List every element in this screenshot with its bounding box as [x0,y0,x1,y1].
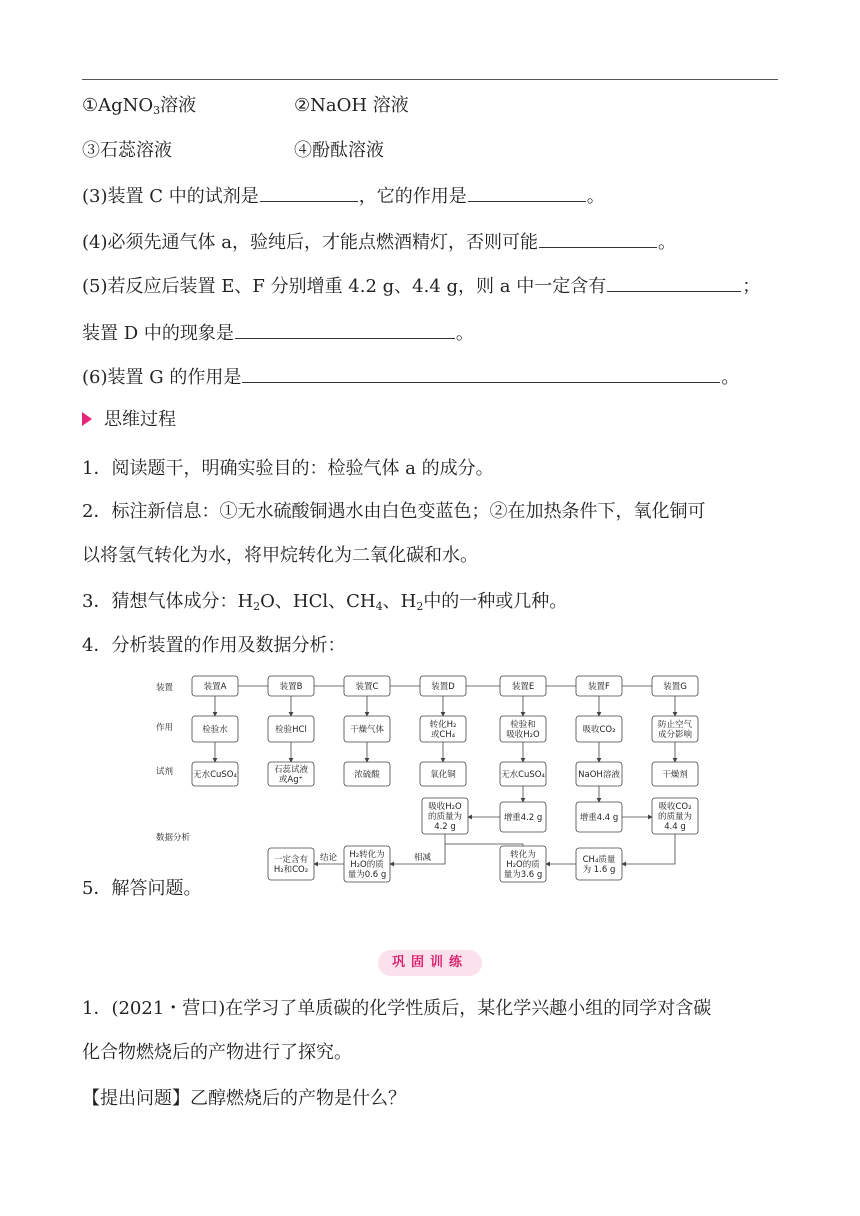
e-gain-box [500,802,546,832]
role-box [344,716,390,742]
reagent-box [576,762,622,786]
svg-text:吸收CO₂: 吸收CO₂ [582,725,616,735]
role-box [420,716,466,742]
svg-text:转化为: 转化为 [510,850,536,860]
svg-text:增重4.4 g: 增重4.4 g [579,813,619,823]
svg-text:氧化铜: 氧化铜 [430,770,456,780]
ch4-to-h2o-box [500,846,546,882]
svg-text:为 1.6 g: 为 1.6 g [582,865,616,875]
question-5-line-2: 装置 D 中的现象是 。 [82,320,474,346]
co2-mass-box [652,798,698,834]
problem-1-line-2: 化合物燃烧后的产物进行了探究。 [82,1042,352,1063]
answer-blank[interactable] [235,320,455,339]
svg-text:H₂O的质: H₂O的质 [350,860,384,870]
option-2: ②NaOH 溶液 [294,95,409,116]
h2-to-h2o-box [344,846,390,882]
svg-text:无水CuSO₄: 无水CuSO₄ [193,770,237,780]
svg-text:或CH₄: 或CH₄ [430,730,456,740]
ch4-mass-box [576,848,622,880]
svg-text:装置F: 装置F [588,682,610,692]
question-3: (3)装置 C 中的试剂是 ，它的作用是 。 [82,183,605,209]
reagent-box [268,762,314,786]
section-heading: 思维过程 [82,408,176,432]
arrow-bullet-icon [82,412,92,426]
answer-blank[interactable] [607,273,741,292]
reagent-box [500,762,546,786]
row-label-data-analysis: 数据分析 [156,833,191,843]
problem-1-line-1: 1．(2021・营口)在学习了单质碳的化学性质后，某化学兴趣小组的同学对含碳 [82,998,712,1019]
option-1: ①AgNO$_3$溶液 [82,95,197,117]
svg-text:转化H₂: 转化H₂ [429,720,457,730]
f-gain-box [576,802,622,832]
device-box [344,676,390,696]
svg-text:石蕊试液: 石蕊试液 [273,765,309,775]
top-rule [82,79,778,80]
label-subtract: 相减 [414,853,432,863]
device-box [192,676,238,696]
row-label-role: 作用 [156,723,174,733]
svg-text:量为0.6 g: 量为0.6 g [347,870,387,880]
svg-text:检验水: 检验水 [202,725,228,735]
svg-text:检验HCl: 检验HCl [275,725,307,735]
role-box [652,716,698,742]
reagent-box [652,762,698,786]
row-label-reagent: 试剂 [156,767,174,777]
analysis-flow-diagram [150,668,710,880]
question-6: (6)装置 G 的作用是 。 [82,364,739,390]
svg-text:或Ag⁺: 或Ag⁺ [278,775,304,785]
svg-text:一定含有: 一定含有 [273,855,309,865]
svg-text:装置A: 装置A [203,682,227,692]
reagent-box [420,762,466,786]
svg-text:的质量为: 的质量为 [657,812,693,822]
svg-text:防止空气: 防止空气 [657,720,693,730]
svg-text:H₂和CO₂: H₂和CO₂ [273,865,309,875]
step-2-line-1: 2．标注新信息：①无水硫酸铜遇水由白色变蓝色；②在加热条件下，氧化铜可 [82,501,706,522]
device-box [576,676,622,696]
answer-blank[interactable] [260,183,358,202]
step-4: 4．分析装置的作用及数据分析： [82,635,346,656]
svg-text:装置B: 装置B [279,682,303,692]
step-2-line-2: 以将氢气转化为水，将甲烷转化为二氧化碳和水。 [82,545,478,566]
svg-text:干燥剂: 干燥剂 [662,770,688,780]
svg-text:装置D: 装置D [431,682,455,692]
option-3: ③石蕊溶液 [82,140,172,161]
step-5: 5．解答问题。 [82,878,202,899]
svg-text:H₂转化为: H₂转化为 [349,850,385,860]
device-box [500,676,546,696]
svg-text:CH₄质量: CH₄质量 [582,855,616,865]
svg-text:检验和: 检验和 [510,720,536,730]
reagent-box [344,762,390,786]
section-badge: 巩固训练 [378,950,482,976]
svg-text:4.4 g: 4.4 g [664,822,686,832]
svg-text:4.2 g: 4.2 g [434,822,456,832]
role-box [268,716,314,742]
device-box [652,676,698,696]
step-1: 1．阅读题干，明确实验目的：检验气体 a 的成分。 [82,458,494,479]
svg-text:装置C: 装置C [355,682,379,692]
role-box [500,716,546,742]
svg-text:NaOH溶液: NaOH溶液 [578,770,620,780]
role-box [576,716,622,742]
svg-text:装置G: 装置G [663,682,687,692]
label-conclude: 结论 [320,853,338,863]
svg-text:吸收H₂O: 吸收H₂O [506,730,540,740]
svg-text:吸收H₂O: 吸收H₂O [428,802,462,812]
svg-text:浓硫酸: 浓硫酸 [354,770,380,780]
conclusion-box [268,848,314,880]
option-4: ④酚酞溶液 [294,140,384,161]
svg-text:吸收CO₂: 吸收CO₂ [658,802,692,812]
question-4: (4)必须先通气体 a，验纯后，才能点燃酒精灯，否则可能 。 [82,229,676,255]
device-box [268,676,314,696]
svg-text:无水CuSO₄: 无水CuSO₄ [501,770,545,780]
role-box [192,716,238,742]
device-box [420,676,466,696]
svg-text:H₂O的质: H₂O的质 [506,860,540,870]
step-3: 3．猜想气体成分：$H_2O$、HCl、$CH_4$、$H_2$中的一种或几种。 [82,591,568,613]
svg-text:干燥气体: 干燥气体 [349,725,385,735]
question-5-line-1: (5)若反应后装置 E、F 分别增重 4.2 g、4.4 g，则 a 中一定含有 ； [82,273,760,299]
svg-text:增重4.2 g: 增重4.2 g [503,813,543,823]
svg-text:装置E: 装置E [511,682,535,692]
svg-text:量为3.6 g: 量为3.6 g [503,870,543,880]
svg-text:成分影响: 成分影响 [657,730,693,740]
problem-question: 【提出问题】乙醇燃烧后的产物是什么？ [82,1088,406,1109]
answer-blank[interactable] [242,364,720,383]
svg-text:的质量为: 的质量为 [427,812,463,822]
h2o-mass-box [422,798,468,834]
reagent-box [192,762,238,786]
answer-blank[interactable] [539,229,657,248]
answer-blank[interactable] [468,183,586,202]
row-label-device: 装置 [156,683,174,693]
